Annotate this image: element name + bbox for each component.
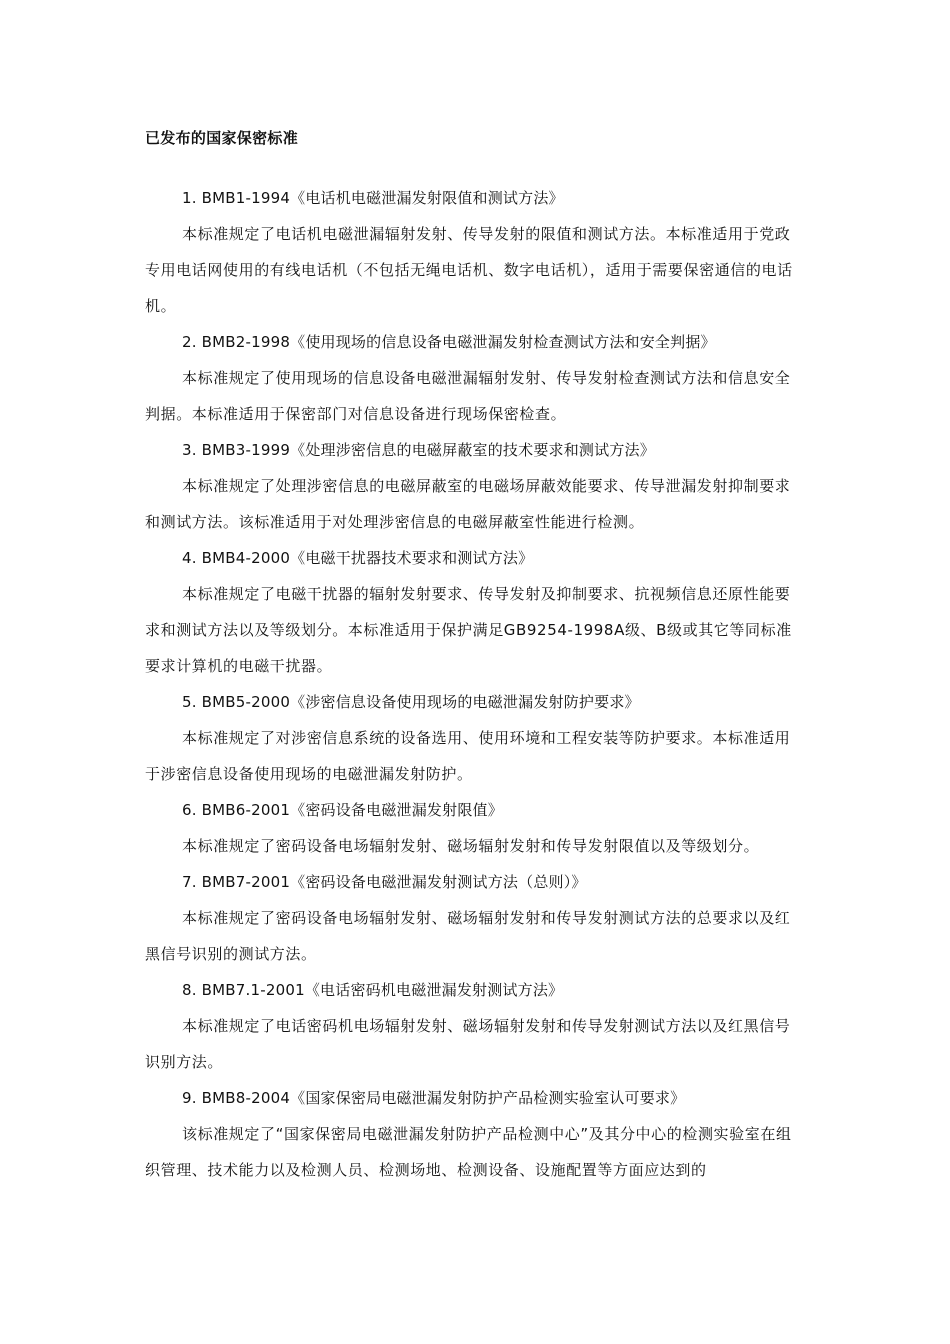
standard-item: [145, 1080, 805, 1188]
standard-description: 本标准规定了电话机电磁泄漏辐射发射、传导发射的限值和测试方法。本标准适用于党政专用电话网使用的有线电话机（不包括无绳电话机、数字电话机），适用于需要保密通信的电话机。: [145, 225, 793, 315]
standard-description: 本标准规定了电磁干扰器的辐射发射要求、传导发射及抑制要求、抗视频信息还原性能要求和测试方法以及等级划分。本标准适用于保护满足GB9254-1998A级、B级或其它等同标准要求计算机的电磁干扰器。: [145, 585, 792, 675]
standard-description: 本标准规定了密码设备电场辐射发射、磁场辐射发射和传导发射测试方法的总要求以及红黑信号识别的测试方法。: [145, 909, 791, 963]
standard-description: 本标准规定了密码设备电场辐射发射、磁场辐射发射和传导发射限值以及等级划分。: [182, 837, 760, 855]
standard-heading: 7. BMB7-2001《密码设备电磁泄漏发射测试方法（总则）》: [182, 873, 587, 891]
standard-item: [145, 972, 805, 1080]
standards-list: [145, 180, 805, 1188]
standard-heading: 3. BMB3-1999《处理涉密信息的电磁屏蔽室的技术要求和测试方法》: [182, 441, 655, 459]
standard-heading: 9. BMB8-2004《国家保密局电磁泄漏发射防护产品检测实验室认可要求》: [182, 1089, 686, 1107]
standard-description: 本标准规定了电话密码机电场辐射发射、磁场辐射发射和传导发射测试方法以及红黑信号识别方法。: [145, 1017, 791, 1071]
standard-heading: 1. BMB1-1994《电话机电磁泄漏发射限值和测试方法》: [182, 189, 564, 207]
standard-heading: 5. BMB5-2000《涉密信息设备使用现场的电磁泄漏发射防护要求》: [182, 693, 640, 711]
standard-heading: 8. BMB7.1-2001《电话密码机电磁泄漏发射测试方法》: [182, 981, 564, 999]
standard-description: 本标准规定了对涉密信息系统的设备选用、使用环境和工程安装等防护要求。本标准适用于涉密信息设备使用现场的电磁泄漏发射防护。: [145, 729, 791, 783]
standard-description: 本标准规定了处理涉密信息的电磁屏蔽室的电磁场屏蔽效能要求、传导泄漏发射抑制要求和测试方法。该标准适用于对处理涉密信息的电磁屏蔽室性能进行检测。: [145, 477, 791, 531]
standard-item: [145, 864, 805, 972]
standard-item: [145, 792, 805, 864]
standard-item: [145, 180, 805, 324]
standard-item: [145, 432, 805, 540]
standard-item: [145, 324, 805, 432]
standard-item: [145, 684, 805, 792]
standard-item: [145, 540, 805, 684]
standard-description: 该标准规定了“国家保密局电磁泄漏发射防护产品检测中心”及其分中心的检测实验室在组织管理、技术能力以及检测人员、检测场地、检测设备、设施配置等方面应达到的: [145, 1125, 792, 1179]
standard-heading: 2. BMB2-1998《使用现场的信息设备电磁泄漏发射检查测试方法和安全判据》: [182, 333, 716, 351]
standard-heading: 4. BMB4-2000《电磁干扰器技术要求和测试方法》: [182, 549, 534, 567]
standard-description: 本标准规定了使用现场的信息设备电磁泄漏辐射发射、传导发射检查测试方法和信息安全判据。本标准适用于保密部门对信息设备进行现场保密检查。: [145, 369, 791, 423]
standard-heading: 6. BMB6-2001《密码设备电磁泄漏发射限值》: [182, 801, 503, 819]
document-title: 已发布的国家保密标准: [145, 129, 299, 147]
